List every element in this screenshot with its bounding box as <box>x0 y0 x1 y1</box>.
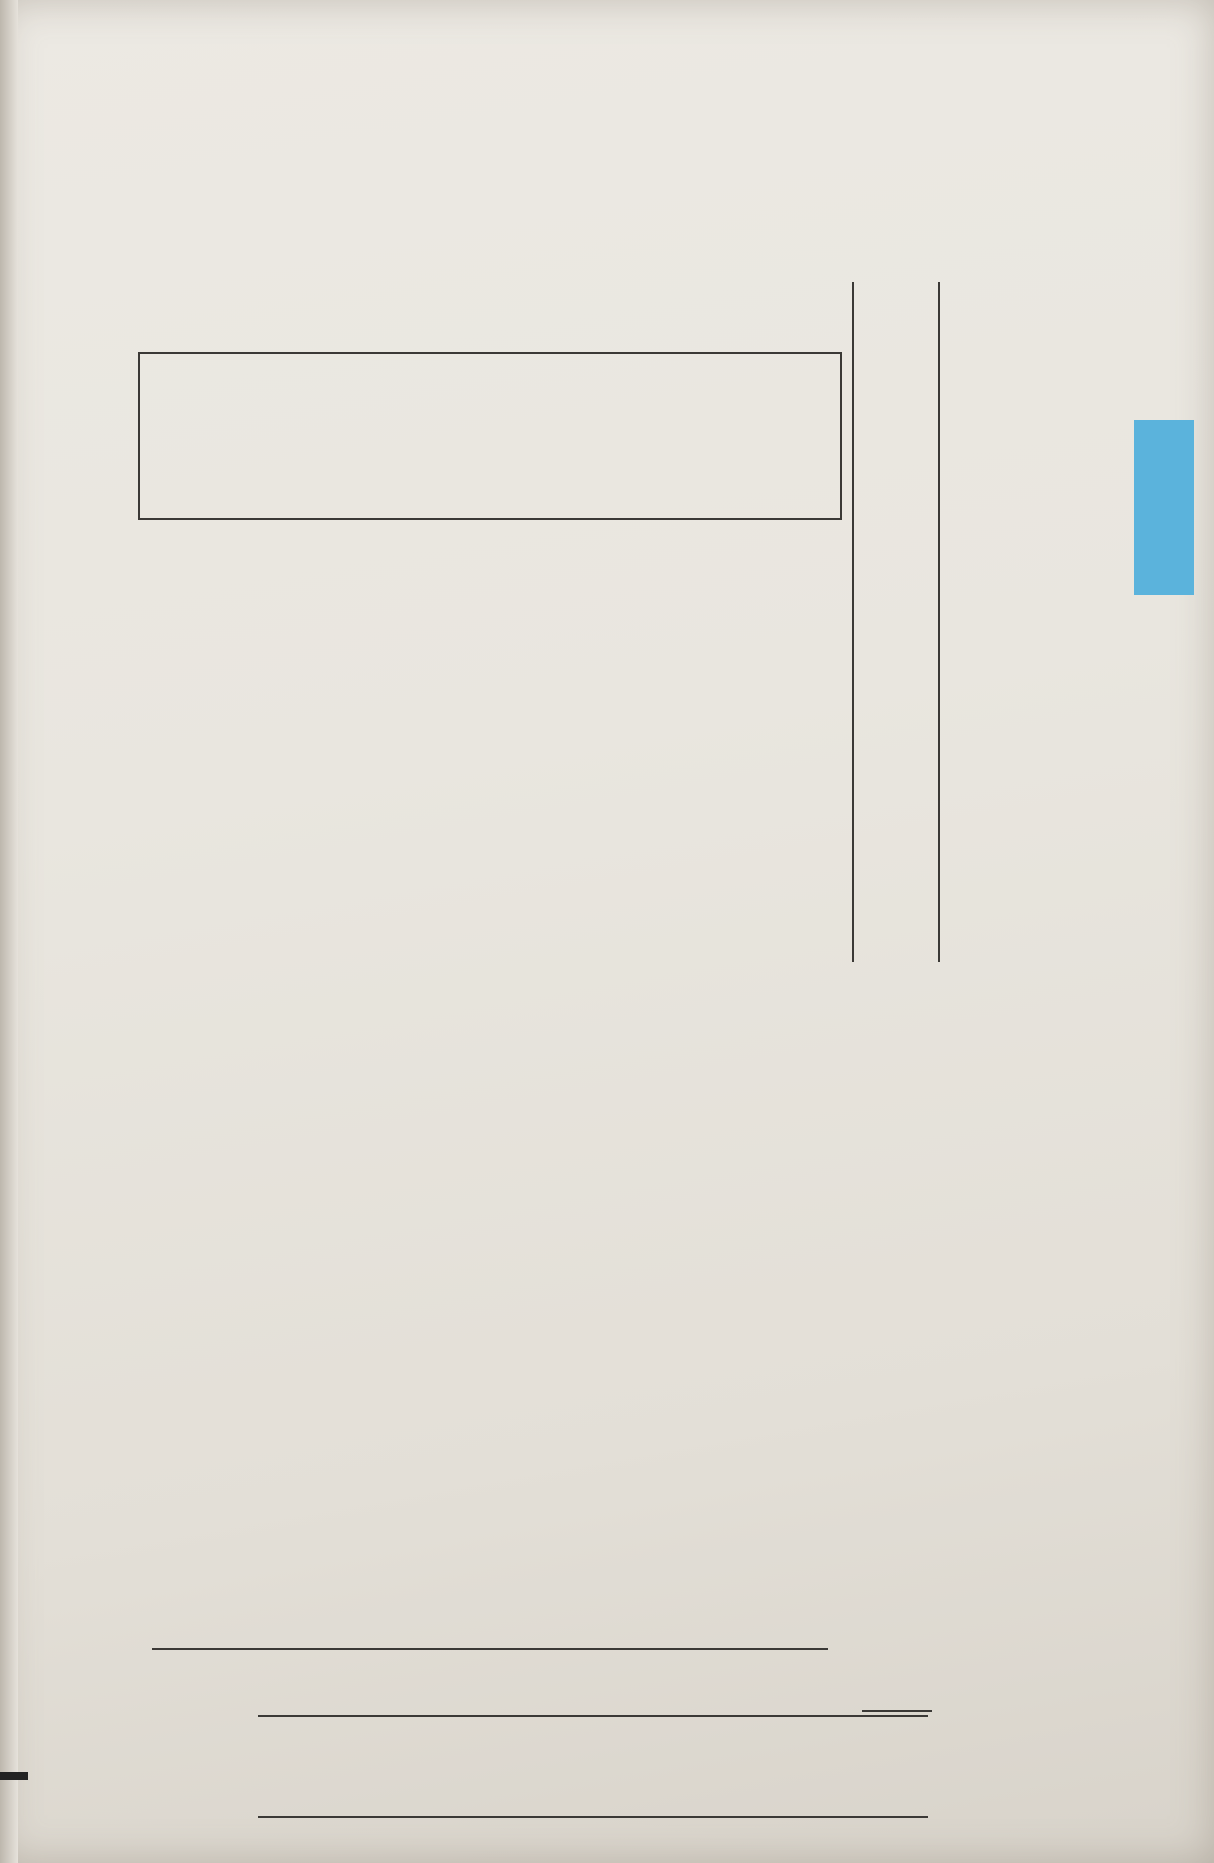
seam-allowance-marker <box>1134 420 1194 595</box>
footer-top-rule <box>258 1715 928 1717</box>
divider <box>152 1648 828 1650</box>
footer-bottom-rule <box>258 1816 928 1818</box>
back-length-rule <box>862 1710 932 1712</box>
edge-mark <box>0 1772 28 1780</box>
fabrics-rule <box>852 282 854 962</box>
envelope-fold-edge <box>0 0 18 1863</box>
notions-rule <box>938 282 940 962</box>
body-measurements-box <box>138 352 842 520</box>
